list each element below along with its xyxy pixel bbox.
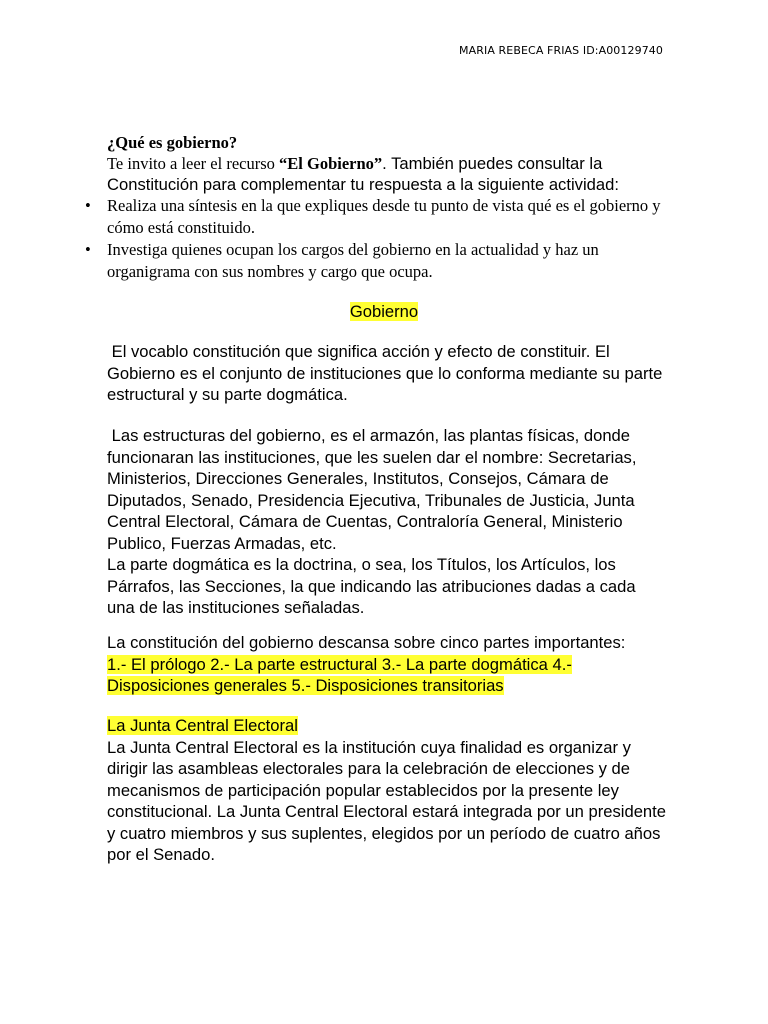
bullet-icon: • [85,240,91,259]
question-heading: ¿Qué es gobierno? [107,133,238,152]
instructions-line-2: Constitución para complementar tu respuesta a la siguiente actividad: [107,175,619,194]
instructions-line-1 [107,153,667,174]
author-header: MARIA REBECA FRIAS ID:A00129740 [459,44,663,57]
activity-instructions [85,132,667,283]
paragraph-text: La parte dogmática es la doctrina, o sea, los Títulos, los Artículos, los Párrafos, las Secciones, la que indicando las atribuciones dadas a cada una de las instituciones señaladas. [107,555,636,617]
jce-title-wrapper [107,715,667,737]
paragraph-parts [107,632,667,697]
jce-title: La Junta Central Electoral [107,716,298,735]
instructions-suffix: . También puedes consultar la [382,154,603,173]
task-list [85,195,667,282]
section-title-wrapper [0,301,768,322]
parts-list [107,654,667,697]
paragraph-text: La constitución del gobierno descansa sobre cinco partes importantes: [107,633,626,652]
paragraph-structure [107,425,667,619]
section-title: Gobierno [349,302,419,321]
jce-section [107,715,667,866]
paragraph-text: El vocablo constitución que significa acción y efecto de constituir. El Gobierno es el conjunto de instituciones que lo conforma mediante su parte estructural y su parte dogmática. [107,342,667,404]
jce-body: La Junta Central Electoral es la institución cuya finalidad es organizar y dirigir las asambleas electorales para la celebración de elecciones y de mecanismos de participación popular establecidos por la presente ley constitucional. La Junta Central Electoral estará integrada por un presidente y cuatro miembros y sus suplentes, elegidos por un período de cuatro años por el Senado. [107,737,666,864]
resource-title: “El Gobierno” [279,154,383,173]
parts-list-highlight: 1.- El prólogo 2.- La parte estructural 3.- La parte dogmática 4.- Disposiciones generales 5.- Disposiciones transitorias [107,654,572,695]
task-item [85,195,667,238]
bullet-icon: • [85,196,91,215]
task-text: Realiza una síntesis en la que expliques desde tu punto de vista qué es el gobierno y cómo está constituido. [107,196,661,237]
paragraph-definition [107,341,667,406]
instructions-prefix: Te invito a leer el recurso [107,154,280,173]
task-text: Investiga quienes ocupan los cargos del gobierno en la actualidad y haz un organigrama con sus nombres y cargo que ocupa. [107,240,599,281]
paragraph-text: Las estructuras del gobierno, es el armazón, las plantas físicas, donde funcionaran las instituciones, que les suelen dar el nombre: Secretarias, Ministerios, Direcciones Generales, Institutos, Consejos, Cámara de Diputados, Senado, Presidencia Ejecutiva, Tribunales de Justicia, Junta Central Electoral, Cámara de Cuentas, Contraloría General, Ministerio Publico, Fuerzas Armadas, etc. [107,426,642,553]
task-item [85,239,667,282]
